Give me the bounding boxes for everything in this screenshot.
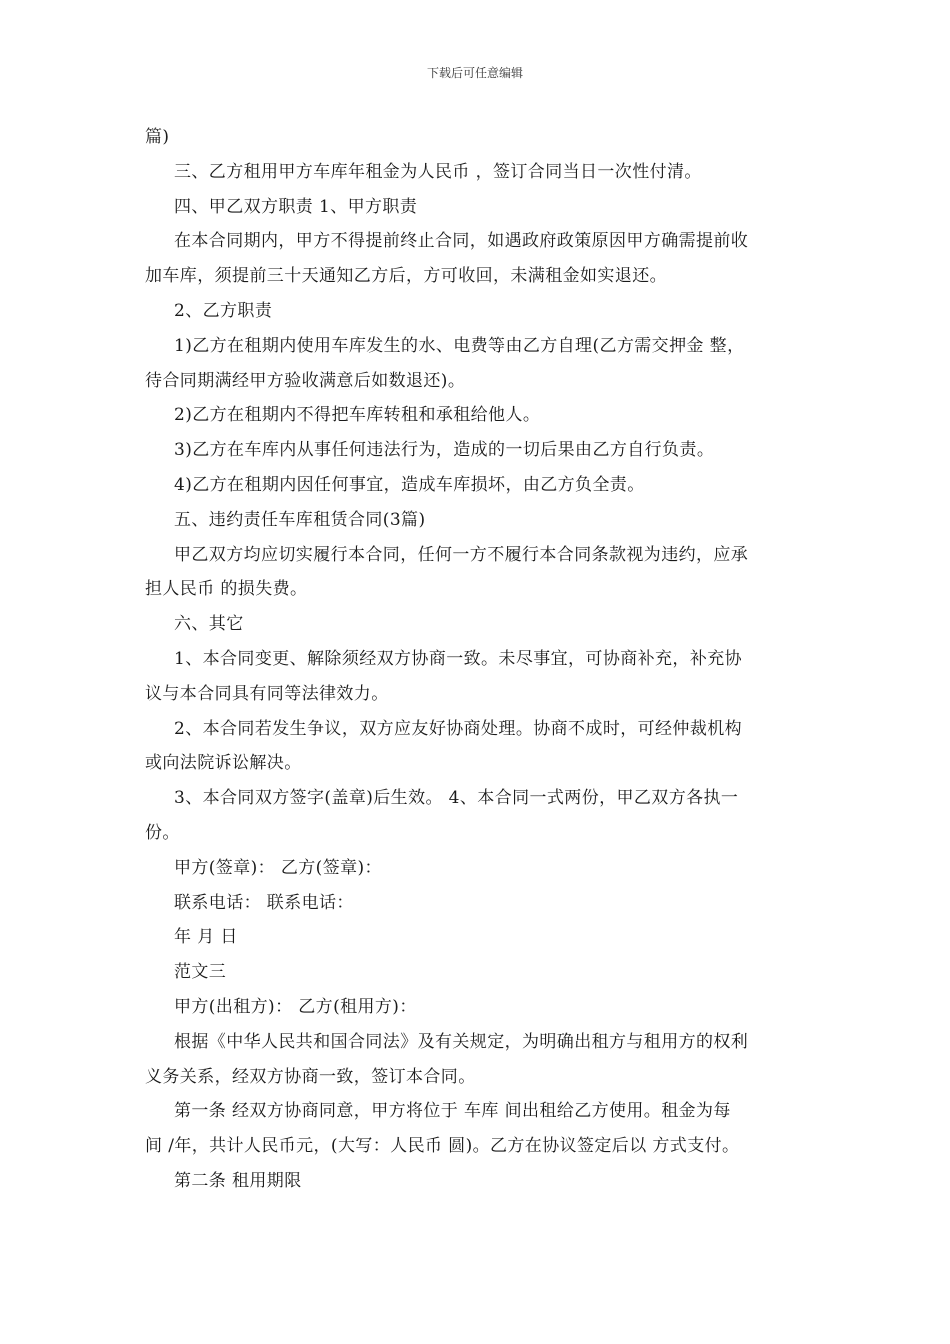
- text-line-15: 六、其它: [174, 614, 244, 635]
- text-line-17: 议与本合同具有同等法律效力。: [145, 683, 389, 704]
- text-line-4: 在本合同期内，甲方不得提前终止合同，如遇政府政策原因甲方确需提前收: [174, 231, 749, 252]
- text-line-8: 待合同期满经甲方验收满意后如数退还)。: [145, 370, 466, 391]
- text-line-19: 或向法院诉讼解决。: [145, 753, 302, 774]
- text-line-16: 1、本合同变更、解除须经双方协商一致。未尽事宜，可协商补充，补充协: [174, 648, 743, 669]
- text-line-9: 2)乙方在租期内不得把车库转租和承租给他人。: [174, 405, 541, 426]
- text-line-14: 担人民币 的损失费。: [145, 579, 308, 600]
- text-line-11: 4)乙方在租期内因任何事宜，造成车库损坏，由乙方负全责。: [174, 474, 645, 495]
- text-line-7: 1)乙方在租期内使用车库发生的水、电费等由乙方自理(乙方需交押金 整，: [174, 335, 745, 356]
- text-line-2: 三、乙方租用甲方车库年租金为人民币 ，签订合同当日一次性付清。: [174, 161, 702, 182]
- text-line-26: 甲方(出租方)： 乙方(租用方)：: [174, 996, 417, 1017]
- text-line-22: 甲方(签章)： 乙方(签章)：: [174, 857, 382, 878]
- text-line-6: 2、乙方职责: [174, 300, 273, 321]
- text-line-5: 加车库，须提前三十天通知乙方后，方可收回，未满租金如实退还。: [145, 266, 667, 287]
- text-line-25: 范文三: [174, 962, 227, 983]
- text-line-13: 甲乙双方均应切实履行本合同，任何一方不履行本合同条款视为违约，应承: [174, 544, 749, 565]
- text-line-27: 根据《中华人民共和国合同法》及有关规定，为明确出租方与租用方的权利: [174, 1031, 749, 1052]
- text-line-29: 第一条 经双方协商同意，甲方将位于 车库 间出租给乙方使用。租金为每: [174, 1101, 731, 1122]
- page-header: 下载后可任意编辑: [426, 66, 523, 80]
- text-line-23: 联系电话： 联系电话：: [174, 892, 354, 913]
- document-body: [145, 120, 810, 1199]
- text-line-18: 2、本合同若发生争议，双方应友好协商处理。协商不成时，可经仲裁机构: [174, 718, 743, 739]
- text-line-28: 义务关系，经双方协商一致，签订本合同。: [145, 1066, 476, 1087]
- text-line-24: 年 月 日: [174, 927, 238, 948]
- text-line-3: 四、甲乙双方职责 1、甲方职责: [174, 196, 418, 217]
- text-line-30: 间 /年，共计人民币元，(大写：人民币 圆)。乙方在协议签定后以 方式支付。: [145, 1136, 740, 1157]
- text-line-10: 3)乙方在车库内从事任何违法行为，造成的一切后果由乙方自行负责。: [174, 440, 715, 461]
- text-line-31: 第二条 租用期限: [174, 1170, 302, 1191]
- text-line-20: 3、本合同双方签字(盖章)后生效。 4、本合同一式两份，甲乙双方各执一: [174, 788, 739, 809]
- text-line-21: 份。: [145, 822, 180, 843]
- text-line-12: 五、违约责任车库租赁合同(3篇): [174, 509, 426, 530]
- text-line-1: 篇): [145, 127, 170, 147]
